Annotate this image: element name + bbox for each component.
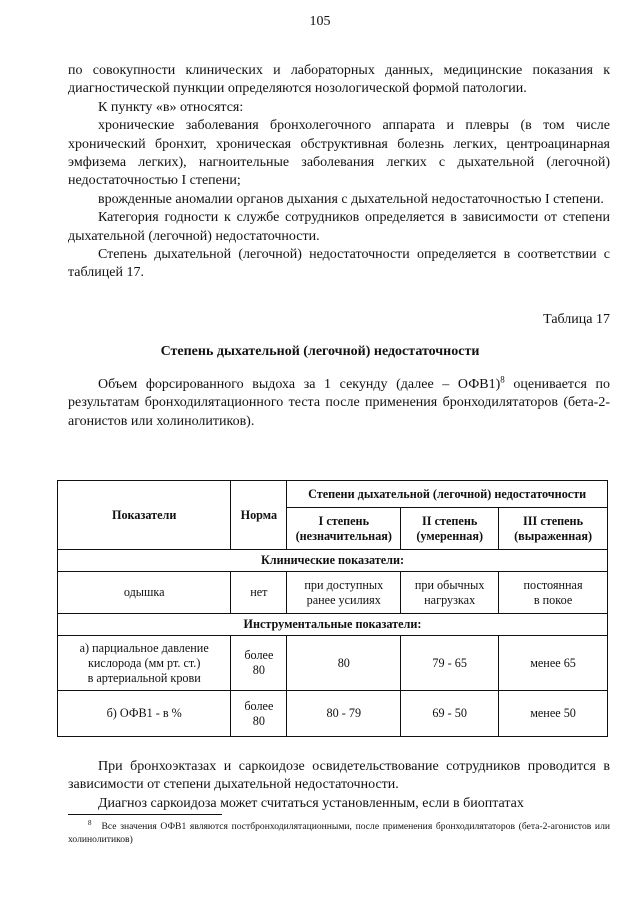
table-row	[58, 636, 608, 691]
table-label: Таблица 17	[543, 312, 610, 327]
header-indicators: Показатели	[58, 481, 231, 550]
paragraph: врожденные аномалии органов дыхания с дыхательной недостаточностью I степени.	[98, 191, 604, 207]
footnote-text: Все значения ОФВ1 являются постбронходилятационными, после применения бронходилятаторов (бета-2-агонистов или холинолитиков)	[68, 821, 610, 845]
cell-degree-1: при доступных ранее усилиях	[287, 572, 401, 614]
page-number: 105	[309, 14, 331, 29]
paragraph-text: Объем форсированного выдоха за 1 секунду (далее – ОФВ1)	[98, 377, 501, 392]
footnote-reference: 8	[500, 374, 505, 385]
paragraph: К пункту «в» относятся:	[98, 99, 244, 115]
section-clinical: Клинические показатели:	[58, 550, 608, 572]
cell-degree-1: 80	[287, 636, 401, 691]
footnote-divider	[68, 814, 222, 815]
cell-indicator: б) ОФВ1 - в %	[58, 691, 231, 737]
cell-degree-2: 79 - 65	[401, 636, 499, 691]
paragraph	[68, 376, 610, 431]
table-row	[58, 691, 608, 737]
table-intro-text	[68, 376, 610, 431]
cell-norm: нет	[231, 572, 287, 614]
paragraph: Степень дыхательной (легочной) недостаточности определяется в соответствии с таблицей 17.	[68, 247, 610, 281]
respiratory-failure-table	[57, 480, 608, 737]
cell-degree-2: при обычных нагрузках	[401, 572, 499, 614]
header-norm: Норма	[231, 481, 287, 550]
cell-norm: более 80	[231, 691, 287, 737]
table-title: Степень дыхательной (легочной) недостаточности	[160, 344, 480, 359]
post-table-text	[68, 758, 610, 813]
header-degree-3: III степень (выраженная)	[499, 508, 608, 550]
paragraph: Диагноз саркоидоза может считаться установленным, если в биоптатах	[98, 795, 524, 811]
paragraph-text: оценивается по результатам бронходилятационного теста после применения бронходилятаторов (бета-2-агонистов или холинолитиков).	[68, 377, 610, 429]
footnote-mark: 8	[88, 818, 92, 827]
header-degree-2: II степень (умеренная)	[401, 508, 499, 550]
cell-indicator: одышка	[58, 572, 231, 614]
footnote	[68, 820, 610, 846]
cell-norm: более 80	[231, 636, 287, 691]
paragraph: хронические заболевания бронхолегочного аппарата и плевры (в том числе хронический бронхит, хроническая обструктивная болезнь легких, центроацинарная эмфизема легких), нагноительные заболевания легких с дыхательной (легочной) недостаточностью I степени;	[68, 118, 610, 189]
section-instrumental: Инструментальные показатели:	[58, 614, 608, 636]
header-degrees: Степени дыхательной (легочной) недостаточности	[287, 481, 608, 508]
paragraph: Категория годности к службе сотрудников определяется в зависимости от степени дыхательной (легочной) недостаточности.	[68, 210, 610, 244]
cell-degree-3: менее 65	[499, 636, 608, 691]
cell-degree-3: менее 50	[499, 691, 608, 737]
paragraph: При бронхоэктазах и саркоидозе освидетельствование сотрудников проводится в зависимости от степени дыхательной недостаточности.	[68, 759, 610, 793]
table-row	[58, 572, 608, 614]
intro-text	[68, 62, 610, 283]
cell-degree-1: 80 - 79	[287, 691, 401, 737]
cell-indicator: а) парциальное давление кислорода (мм рт. ст.) в артериальной крови	[58, 636, 231, 691]
cell-degree-3: постоянная в покое	[499, 572, 608, 614]
cell-degree-2: 69 - 50	[401, 691, 499, 737]
header-degree-1: I степень (незначительная)	[287, 508, 401, 550]
paragraph: по совокупности клинических и лабораторных данных, медицинские показания к диагностической пункции определяются нозологической формой патологии.	[68, 63, 610, 97]
